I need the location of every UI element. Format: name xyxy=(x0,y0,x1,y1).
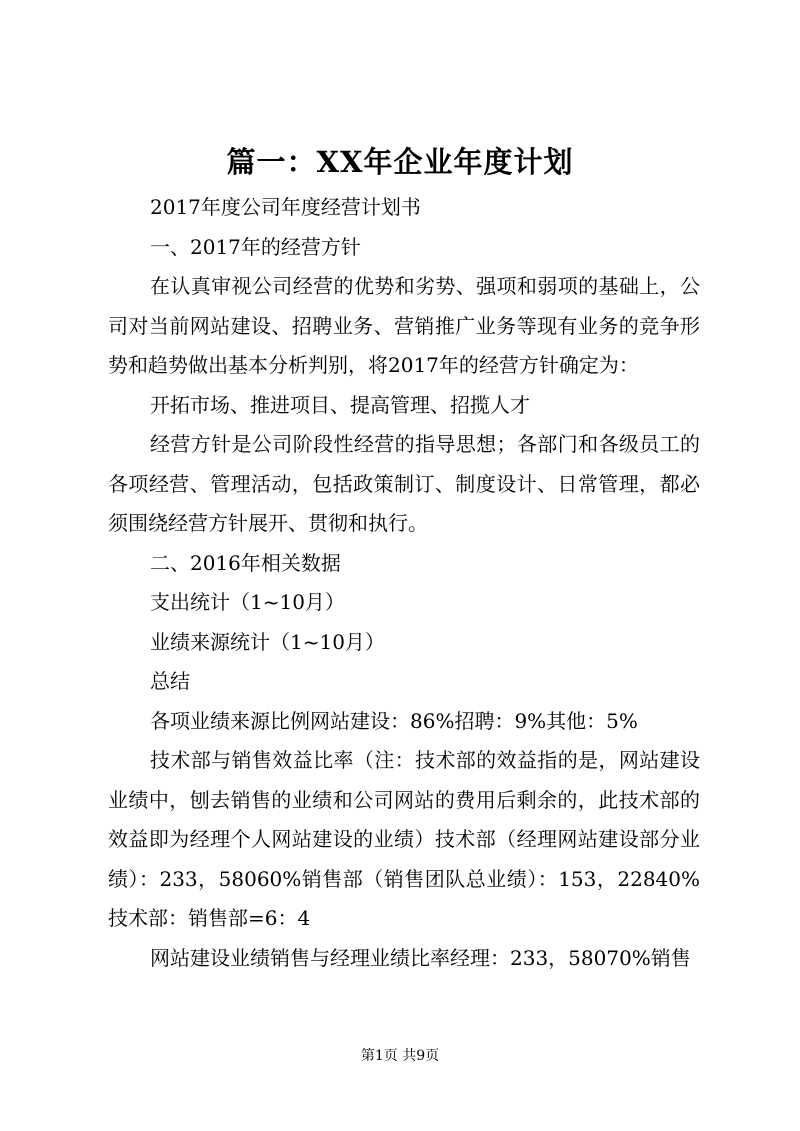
paragraph: 总结 xyxy=(150,669,190,693)
paragraph: 2017年度公司年度经营计划书 xyxy=(150,195,421,219)
paragraph: 支出统计（1~10月） xyxy=(150,590,345,614)
page-footer: 第1页 共9页 xyxy=(360,1048,440,1064)
paragraph: 各项业绩来源比例网站建设：86%招聘：9%其他：5% xyxy=(150,708,638,733)
section-heading: 二、2016年相关数据 xyxy=(150,550,341,575)
document-body xyxy=(108,188,700,978)
paragraph: 经营方针是公司阶段性经营的指导思想；各部门和各级员工的各项经营、管理活动，包括政策制订、制度设计、日常管理，都必须围绕经营方针展开、贯彻和执行。 xyxy=(108,432,700,535)
paragraph: 技术部与销售效益比率（注：技术部的效益指的是，网站建设业绩中，刨去销售的业绩和公司网站的费用后剩余的，此技术部的效益即为经理个人网站建设的业绩）技术部（经理网站建设部分业绩）：233，58060%销售部（销售团队总业绩）：153，22840%技术部：销售部=6：4 xyxy=(108,748,700,930)
paragraph: 在认真审视公司经营的优势和劣势、强项和弱项的基础上，公司对当前网站建设、招聘业务、营销推广业务等现有业务的竞争形势和趋势做出基本分析判别，将2017年的经营方针确定为： xyxy=(108,274,700,377)
paragraph: 开拓市场、推进项目、提高管理、招揽人才 xyxy=(150,392,530,417)
paragraph: 网站建设业绩销售与经理业绩比率经理：233，58070%销售 xyxy=(150,945,691,970)
paragraph: 业绩来源统计（1~10月） xyxy=(150,629,385,654)
document-title: 篇一：XX年企业年度计划 xyxy=(226,145,574,179)
section-heading: 一、2017年的经营方针 xyxy=(150,234,361,259)
